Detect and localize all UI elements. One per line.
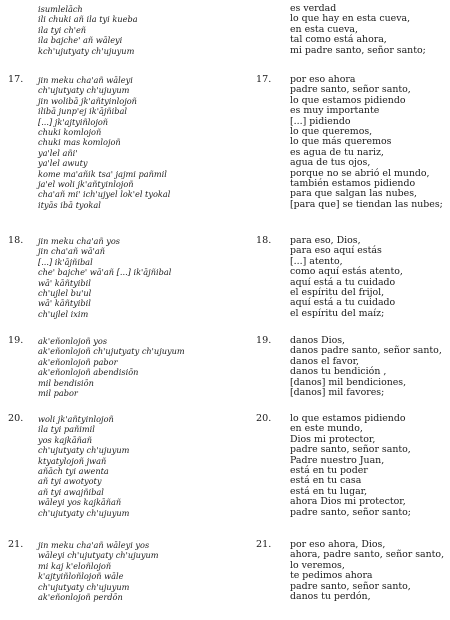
spanish-line: también estamos pidiendo bbox=[290, 177, 416, 189]
verse-number: 19. bbox=[256, 335, 272, 346]
spanish-line: lo que queremos, bbox=[290, 125, 373, 137]
mayan-line: wā' kāñtyibil bbox=[38, 277, 91, 288]
mayan-column bbox=[38, 4, 248, 56]
mayan-line: kch'ujutyaty ch'ujuyum bbox=[38, 45, 135, 56]
mayan-line: wāleyi ch'ujutyaty ch'ujuyum bbox=[38, 550, 159, 561]
spanish-line: por eso ahora bbox=[290, 74, 356, 85]
spanish-line: tal como está ahora, bbox=[290, 34, 387, 46]
mayan-line: chuki komlojoñ bbox=[38, 126, 102, 137]
mayan-line: ch'ujutyaty ch'ujuyum bbox=[38, 445, 130, 456]
spanish-line: lo veremos, bbox=[290, 559, 345, 571]
spanish-line: aquí está a tu cuidado bbox=[290, 297, 396, 309]
verse-number: 17. bbox=[256, 74, 272, 85]
spanish-line: el espíritu del maíz; bbox=[290, 307, 385, 319]
spanish-line: danos tu perdón, bbox=[290, 590, 371, 602]
spanish-line: lo que hay en esta cueva, bbox=[290, 13, 411, 25]
mayan-column bbox=[38, 540, 248, 602]
spanish-line: como aquí estás atento, bbox=[290, 266, 403, 278]
spanish-line: padre santo, señor santo; bbox=[290, 506, 411, 518]
mayan-line: yos kajkāñañ bbox=[38, 434, 93, 445]
spanish-line: [danos] mil favores; bbox=[290, 386, 385, 398]
verse-number: 20. bbox=[8, 413, 24, 424]
spanish-column bbox=[290, 336, 448, 398]
mayan-line: ila tyi pañimil bbox=[38, 424, 95, 435]
spanish-line: danos el favor, bbox=[290, 355, 360, 367]
spanish-line: para que salgan las nubes, bbox=[290, 188, 418, 200]
mayan-line: jin wolibā jk'añtyinlojoñ bbox=[38, 95, 137, 106]
mayan-line: [...] ik'ājñibal bbox=[38, 256, 93, 267]
mayan-line: che' bajche' wā'añ [...] ik'ājñibal bbox=[38, 267, 172, 278]
spanish-line: para eso aquí estás bbox=[290, 245, 382, 257]
spanish-line: danos Dios, bbox=[290, 335, 346, 346]
verse-number: 18. bbox=[256, 235, 272, 246]
spanish-line: está en tu casa bbox=[290, 475, 362, 487]
spanish-line: te pedimos ahora bbox=[290, 570, 373, 582]
mayan-line: ktyatylojoñ jwañ bbox=[38, 455, 107, 466]
spanish-line: agua de tus ojos, bbox=[290, 157, 371, 169]
verse-number: 18. bbox=[8, 235, 24, 246]
mayan-line: mil bendisiōn bbox=[38, 377, 94, 388]
verse-number: 17. bbox=[8, 74, 24, 85]
spanish-line: Padre nuestro Juan, bbox=[290, 454, 385, 466]
mayan-line: jin cha'añ wā'añ bbox=[38, 246, 106, 257]
mayan-line: ak'eñonlojoñ perdōn bbox=[38, 591, 123, 602]
mayan-line: ak'eñonlojoñ yos bbox=[38, 336, 108, 346]
mayan-line: chuki mas komlojoñ bbox=[38, 137, 121, 148]
spanish-line: lo que más queremos bbox=[290, 136, 392, 148]
spanish-line: en este mundo, bbox=[290, 423, 363, 435]
mayan-line: [...] jk'ajtyiñlojoñ bbox=[38, 116, 109, 127]
spanish-line: aquí está a tu cuidado bbox=[290, 276, 396, 288]
spanish-line: está en tu poder bbox=[290, 464, 368, 476]
spanish-line: padre santo, señor santo, bbox=[290, 580, 411, 592]
mayan-line: ak'eñonlojoñ ch'ujutyaty ch'ujuyum bbox=[38, 346, 185, 357]
spanish-column bbox=[290, 236, 448, 319]
mayan-line: ch'ujutyaty ch'ujuyum bbox=[38, 85, 130, 96]
mayan-line: ch'ujlel ixim bbox=[38, 308, 89, 319]
mayan-line: k'ajtyiñloñlojoñ wāle bbox=[38, 571, 124, 582]
mayan-line: añāch tyi awenta bbox=[38, 465, 109, 476]
mayan-line: ili chuki añ ila tyi kueba bbox=[38, 14, 138, 25]
spanish-column bbox=[290, 4, 448, 56]
spanish-line: es agua de tu nariz, bbox=[290, 146, 384, 158]
mayan-line: añ tyi awotyoty bbox=[38, 476, 102, 487]
mayan-column bbox=[38, 75, 248, 210]
spanish-line: mi padre santo, señor santo; bbox=[290, 44, 426, 56]
verse-number: 21. bbox=[256, 539, 272, 550]
mayan-line: ch'ujlel bu'ul bbox=[38, 287, 92, 298]
mayan-line: mi kaj k'eloñlojoñ bbox=[38, 560, 112, 571]
mayan-line: wāleyi yos kajkāñañ bbox=[38, 497, 122, 508]
spanish-line: padre santo, señor santo, bbox=[290, 84, 411, 96]
spanish-line: [...] atento, bbox=[290, 255, 343, 267]
mayan-line: jin meku cha'añ wāleyi bbox=[38, 75, 133, 85]
mayan-line: ak'eñonlojoñ pabor bbox=[38, 356, 118, 367]
spanish-line: [...] pidiendo bbox=[290, 115, 351, 127]
mayan-column bbox=[38, 336, 248, 398]
spanish-line: padre santo, señor santo, bbox=[290, 444, 411, 456]
verse-number: 19. bbox=[8, 335, 24, 346]
mayan-line: wā' kāñtyibil bbox=[38, 298, 91, 309]
spanish-line: por eso ahora, Dios, bbox=[290, 539, 386, 550]
spanish-line: en esta cueva, bbox=[290, 23, 358, 35]
spanish-column bbox=[290, 540, 448, 602]
mayan-column bbox=[38, 414, 248, 518]
mayan-line: isumlelāch bbox=[38, 4, 83, 14]
spanish-line: [danos] mil bendiciones, bbox=[290, 376, 407, 388]
spanish-line: ahora, padre santo, señor santo, bbox=[290, 549, 445, 561]
spanish-line: lo que estamos pidiendo bbox=[290, 413, 406, 424]
mayan-line: ja'el woli jk'añtyinlojoñ bbox=[38, 178, 134, 189]
spanish-line: danos tu bendición , bbox=[290, 366, 387, 378]
spanish-line: es verdad bbox=[290, 3, 337, 14]
spanish-column bbox=[290, 414, 448, 518]
mayan-line: mil pabor bbox=[38, 387, 78, 398]
mayan-line: ila tyi ch'eñ bbox=[38, 24, 87, 35]
spanish-column bbox=[290, 75, 448, 210]
mayan-column bbox=[38, 236, 248, 319]
spanish-line: es muy importante bbox=[290, 105, 380, 117]
mayan-line: ch'ujutyaty ch'ujuyum bbox=[38, 581, 130, 592]
spanish-line: danos padre santo, señor santo, bbox=[290, 345, 442, 357]
verse-number: 20. bbox=[256, 413, 272, 424]
mayan-line: woli jk'añtyinlojoñ bbox=[38, 414, 114, 424]
mayan-line: ilibā junp'ej ik'ājñibal bbox=[38, 106, 128, 117]
mayan-line: ya'lel añi' bbox=[38, 147, 78, 158]
mayan-line: jin meku cha'añ yos bbox=[38, 236, 120, 246]
spanish-line: lo que estamos pidiendo bbox=[290, 94, 406, 106]
mayan-line: ila bajche' añ wāleyi bbox=[38, 35, 123, 46]
spanish-line: Dios mi protector, bbox=[290, 433, 376, 445]
spanish-line: para eso, Dios, bbox=[290, 235, 361, 246]
mayan-line: kome ma'añik tsa' jajmi pañmil bbox=[38, 168, 167, 179]
spanish-line: ahora Dios mi protector, bbox=[290, 496, 406, 508]
verse-number: 21. bbox=[8, 539, 24, 550]
spanish-line: está en tu lugar, bbox=[290, 485, 368, 497]
mayan-line: jin meku cha'añ wāleyi yos bbox=[38, 540, 150, 550]
spanish-line: el espíritu del frijol, bbox=[290, 286, 385, 298]
spanish-line: [para que] se tiendan las nubes; bbox=[290, 198, 443, 210]
spanish-line: porque no se abrió el mundo, bbox=[290, 167, 430, 179]
mayan-line: añ tyi awajñibal bbox=[38, 486, 104, 497]
mayan-line: ak'eñonlojoñ abendisiōn bbox=[38, 367, 139, 378]
mayan-line: ch'ujutyaty ch'ujuyum bbox=[38, 507, 130, 518]
mayan-line: cha'añ mi' ich'ujyel lok'el tyokal bbox=[38, 189, 171, 200]
mayan-line: ya'lel awuty bbox=[38, 158, 88, 169]
mayan-line: ityās ibā tyokal bbox=[38, 199, 101, 210]
